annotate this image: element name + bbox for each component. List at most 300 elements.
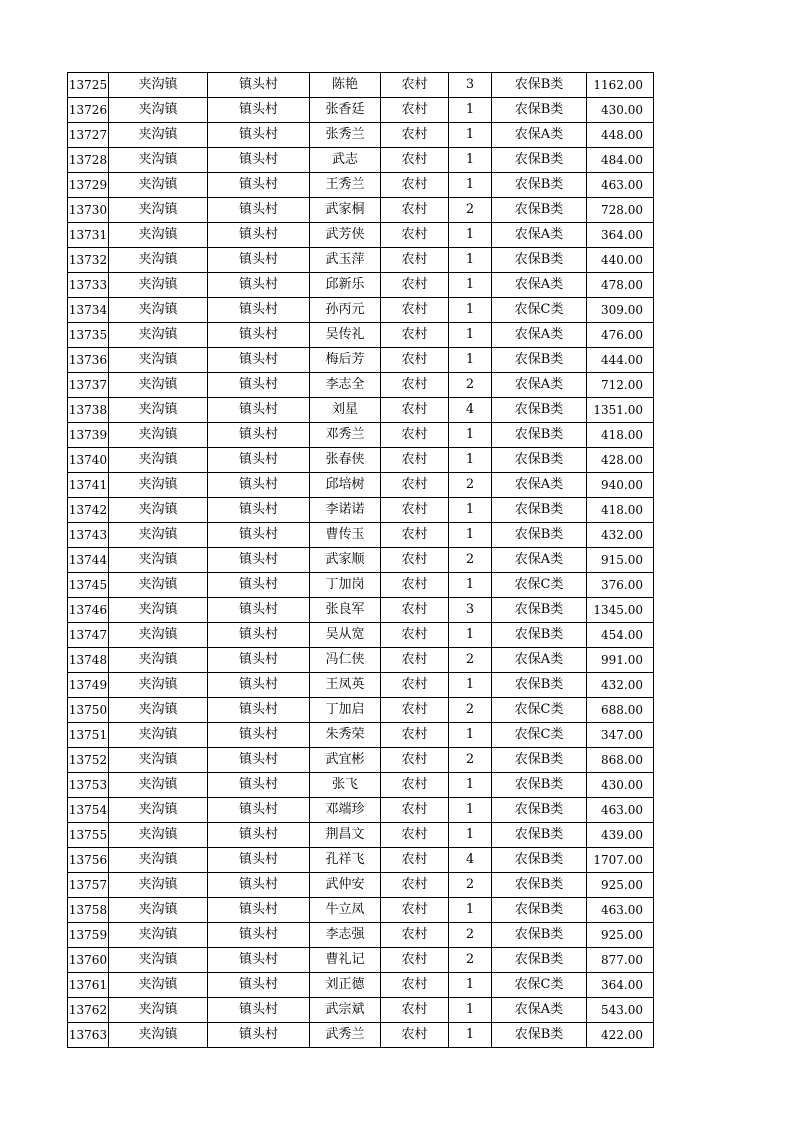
record-id: 13733: [68, 273, 109, 298]
type-cell: 农村: [381, 823, 449, 848]
table-row: [68, 998, 654, 1023]
village-cell: 镇头村: [208, 398, 310, 423]
amount-cell: 448.00: [587, 123, 654, 148]
category-cell: 农保B类: [492, 798, 587, 823]
count-cell: 2: [449, 748, 492, 773]
type-cell: 农村: [381, 498, 449, 523]
name-cell: 邱新乐: [310, 273, 381, 298]
town-cell: 夹沟镇: [109, 398, 208, 423]
table-row: [68, 323, 654, 348]
amount-cell: 712.00: [587, 373, 654, 398]
type-cell: 农村: [381, 623, 449, 648]
category-cell: 农保A类: [492, 548, 587, 573]
town-cell: 夹沟镇: [109, 598, 208, 623]
town-cell: 夹沟镇: [109, 198, 208, 223]
town-cell: 夹沟镇: [109, 848, 208, 873]
category-cell: 农保B类: [492, 423, 587, 448]
town-cell: 夹沟镇: [109, 73, 208, 98]
village-cell: 镇头村: [208, 273, 310, 298]
table-row: [68, 598, 654, 623]
count-cell: 1: [449, 298, 492, 323]
town-cell: 夹沟镇: [109, 948, 208, 973]
table-row: [68, 723, 654, 748]
type-cell: 农村: [381, 98, 449, 123]
village-cell: 镇头村: [208, 348, 310, 373]
town-cell: 夹沟镇: [109, 548, 208, 573]
count-cell: 1: [449, 773, 492, 798]
record-id: 13743: [68, 523, 109, 548]
name-cell: 邓端珍: [310, 798, 381, 823]
category-cell: 农保B类: [492, 923, 587, 948]
type-cell: 农村: [381, 1023, 449, 1048]
table-row: [68, 748, 654, 773]
count-cell: 1: [449, 148, 492, 173]
name-cell: 刘正德: [310, 973, 381, 998]
town-cell: 夹沟镇: [109, 923, 208, 948]
table-row: [68, 423, 654, 448]
record-id: 13740: [68, 448, 109, 473]
amount-cell: 543.00: [587, 998, 654, 1023]
town-cell: 夹沟镇: [109, 698, 208, 723]
name-cell: 张春侠: [310, 448, 381, 473]
category-cell: 农保B类: [492, 748, 587, 773]
type-cell: 农村: [381, 373, 449, 398]
type-cell: 农村: [381, 648, 449, 673]
count-cell: 2: [449, 198, 492, 223]
town-cell: 夹沟镇: [109, 873, 208, 898]
category-cell: 农保B类: [492, 348, 587, 373]
amount-cell: 430.00: [587, 773, 654, 798]
name-cell: 孙丙元: [310, 298, 381, 323]
record-id: 13748: [68, 648, 109, 673]
name-cell: 冯仁侠: [310, 648, 381, 673]
type-cell: 农村: [381, 798, 449, 823]
count-cell: 2: [449, 373, 492, 398]
name-cell: 梅后芳: [310, 348, 381, 373]
count-cell: 1: [449, 173, 492, 198]
record-id: 13756: [68, 848, 109, 873]
name-cell: 张香廷: [310, 98, 381, 123]
record-id: 13749: [68, 673, 109, 698]
table-row: [68, 923, 654, 948]
village-cell: 镇头村: [208, 473, 310, 498]
type-cell: 农村: [381, 923, 449, 948]
name-cell: 武志: [310, 148, 381, 173]
table-row: [68, 898, 654, 923]
town-cell: 夹沟镇: [109, 898, 208, 923]
category-cell: 农保B类: [492, 623, 587, 648]
category-cell: 农保B类: [492, 148, 587, 173]
village-cell: 镇头村: [208, 123, 310, 148]
type-cell: 农村: [381, 548, 449, 573]
type-cell: 农村: [381, 248, 449, 273]
name-cell: 曹传玉: [310, 523, 381, 548]
town-cell: 夹沟镇: [109, 798, 208, 823]
count-cell: 1: [449, 973, 492, 998]
table-row: [68, 573, 654, 598]
name-cell: 武玉萍: [310, 248, 381, 273]
record-id: 13751: [68, 723, 109, 748]
town-cell: 夹沟镇: [109, 673, 208, 698]
record-id: 13738: [68, 398, 109, 423]
table-row: [68, 448, 654, 473]
town-cell: 夹沟镇: [109, 773, 208, 798]
type-cell: 农村: [381, 73, 449, 98]
record-id: 13757: [68, 873, 109, 898]
amount-cell: 309.00: [587, 298, 654, 323]
name-cell: 丁加启: [310, 698, 381, 723]
record-id: 13736: [68, 348, 109, 373]
amount-cell: 1351.00: [587, 398, 654, 423]
name-cell: 陈艳: [310, 73, 381, 98]
village-cell: 镇头村: [208, 73, 310, 98]
amount-cell: 432.00: [587, 673, 654, 698]
count-cell: 1: [449, 498, 492, 523]
record-id: 13747: [68, 623, 109, 648]
town-cell: 夹沟镇: [109, 273, 208, 298]
category-cell: 农保B类: [492, 773, 587, 798]
type-cell: 农村: [381, 848, 449, 873]
amount-cell: 347.00: [587, 723, 654, 748]
table-row: [68, 973, 654, 998]
table-row: [68, 223, 654, 248]
village-cell: 镇头村: [208, 873, 310, 898]
count-cell: 4: [449, 398, 492, 423]
village-cell: 镇头村: [208, 973, 310, 998]
amount-cell: 478.00: [587, 273, 654, 298]
count-cell: 3: [449, 598, 492, 623]
amount-cell: 688.00: [587, 698, 654, 723]
table-row: [68, 623, 654, 648]
town-cell: 夹沟镇: [109, 298, 208, 323]
amount-cell: 439.00: [587, 823, 654, 848]
town-cell: 夹沟镇: [109, 648, 208, 673]
town-cell: 夹沟镇: [109, 373, 208, 398]
village-cell: 镇头村: [208, 998, 310, 1023]
type-cell: 农村: [381, 348, 449, 373]
category-cell: 农保B类: [492, 498, 587, 523]
category-cell: 农保A类: [492, 223, 587, 248]
type-cell: 农村: [381, 748, 449, 773]
village-cell: 镇头村: [208, 548, 310, 573]
category-cell: 农保B类: [492, 198, 587, 223]
table-row: [68, 173, 654, 198]
town-cell: 夹沟镇: [109, 148, 208, 173]
town-cell: 夹沟镇: [109, 448, 208, 473]
type-cell: 农村: [381, 298, 449, 323]
record-id: 13726: [68, 98, 109, 123]
amount-cell: 868.00: [587, 748, 654, 773]
name-cell: 丁加岗: [310, 573, 381, 598]
category-cell: 农保B类: [492, 898, 587, 923]
type-cell: 农村: [381, 723, 449, 748]
type-cell: 农村: [381, 673, 449, 698]
record-id: 13762: [68, 998, 109, 1023]
amount-cell: 364.00: [587, 973, 654, 998]
count-cell: 1: [449, 323, 492, 348]
village-cell: 镇头村: [208, 848, 310, 873]
category-cell: 农保C类: [492, 723, 587, 748]
table-row: [68, 148, 654, 173]
amount-cell: 1162.00: [587, 73, 654, 98]
type-cell: 农村: [381, 873, 449, 898]
category-cell: 农保B类: [492, 523, 587, 548]
village-cell: 镇头村: [208, 448, 310, 473]
name-cell: 邓秀兰: [310, 423, 381, 448]
type-cell: 农村: [381, 473, 449, 498]
table-row: [68, 498, 654, 523]
category-cell: 农保C类: [492, 973, 587, 998]
amount-cell: 418.00: [587, 498, 654, 523]
town-cell: 夹沟镇: [109, 1023, 208, 1048]
count-cell: 1: [449, 248, 492, 273]
type-cell: 农村: [381, 223, 449, 248]
village-cell: 镇头村: [208, 598, 310, 623]
record-id: 13759: [68, 923, 109, 948]
table-row: [68, 648, 654, 673]
name-cell: 孔祥飞: [310, 848, 381, 873]
count-cell: 3: [449, 73, 492, 98]
table-row: [68, 948, 654, 973]
type-cell: 农村: [381, 773, 449, 798]
town-cell: 夹沟镇: [109, 223, 208, 248]
record-id: 13732: [68, 248, 109, 273]
village-cell: 镇头村: [208, 498, 310, 523]
name-cell: 李志强: [310, 923, 381, 948]
record-id: 13761: [68, 973, 109, 998]
count-cell: 2: [449, 873, 492, 898]
name-cell: 李诺诺: [310, 498, 381, 523]
town-cell: 夹沟镇: [109, 123, 208, 148]
town-cell: 夹沟镇: [109, 248, 208, 273]
category-cell: 农保B类: [492, 248, 587, 273]
type-cell: 农村: [381, 523, 449, 548]
table-row: [68, 698, 654, 723]
amount-cell: 915.00: [587, 548, 654, 573]
type-cell: 农村: [381, 948, 449, 973]
table-row: [68, 373, 654, 398]
count-cell: 1: [449, 823, 492, 848]
town-cell: 夹沟镇: [109, 573, 208, 598]
village-cell: 镇头村: [208, 773, 310, 798]
count-cell: 2: [449, 948, 492, 973]
town-cell: 夹沟镇: [109, 723, 208, 748]
amount-cell: 925.00: [587, 873, 654, 898]
type-cell: 农村: [381, 973, 449, 998]
record-id: 13763: [68, 1023, 109, 1048]
record-id: 13755: [68, 823, 109, 848]
village-cell: 镇头村: [208, 223, 310, 248]
name-cell: 刘星: [310, 398, 381, 423]
type-cell: 农村: [381, 398, 449, 423]
amount-cell: 877.00: [587, 948, 654, 973]
village-cell: 镇头村: [208, 898, 310, 923]
name-cell: 王秀兰: [310, 173, 381, 198]
village-cell: 镇头村: [208, 923, 310, 948]
name-cell: 武家顺: [310, 548, 381, 573]
count-cell: 2: [449, 923, 492, 948]
name-cell: 张秀兰: [310, 123, 381, 148]
table-row: [68, 248, 654, 273]
amount-cell: 463.00: [587, 898, 654, 923]
table-row: [68, 548, 654, 573]
table-row: [68, 273, 654, 298]
town-cell: 夹沟镇: [109, 523, 208, 548]
amount-cell: 440.00: [587, 248, 654, 273]
amount-cell: 463.00: [587, 173, 654, 198]
amount-cell: 463.00: [587, 798, 654, 823]
category-cell: 农保B类: [492, 398, 587, 423]
name-cell: 邱培树: [310, 473, 381, 498]
record-id: 13735: [68, 323, 109, 348]
village-cell: 镇头村: [208, 198, 310, 223]
village-cell: 镇头村: [208, 373, 310, 398]
village-cell: 镇头村: [208, 523, 310, 548]
name-cell: 李志全: [310, 373, 381, 398]
name-cell: 牛立凤: [310, 898, 381, 923]
type-cell: 农村: [381, 598, 449, 623]
category-cell: 农保A类: [492, 648, 587, 673]
category-cell: 农保A类: [492, 273, 587, 298]
record-id: 13731: [68, 223, 109, 248]
record-id: 13741: [68, 473, 109, 498]
count-cell: 1: [449, 1023, 492, 1048]
town-cell: 夹沟镇: [109, 173, 208, 198]
town-cell: 夹沟镇: [109, 998, 208, 1023]
record-id: 13725: [68, 73, 109, 98]
name-cell: 张良军: [310, 598, 381, 623]
name-cell: 武宗斌: [310, 998, 381, 1023]
amount-cell: 484.00: [587, 148, 654, 173]
record-id: 13730: [68, 198, 109, 223]
record-id: 13753: [68, 773, 109, 798]
count-cell: 1: [449, 348, 492, 373]
village-cell: 镇头村: [208, 98, 310, 123]
record-id: 13739: [68, 423, 109, 448]
record-id: 13750: [68, 698, 109, 723]
count-cell: 4: [449, 848, 492, 873]
type-cell: 农村: [381, 123, 449, 148]
record-id: 13734: [68, 298, 109, 323]
count-cell: 2: [449, 548, 492, 573]
count-cell: 1: [449, 423, 492, 448]
town-cell: 夹沟镇: [109, 98, 208, 123]
table-row: [68, 198, 654, 223]
category-cell: 农保C类: [492, 573, 587, 598]
type-cell: 农村: [381, 448, 449, 473]
table-row: [68, 123, 654, 148]
table-row: [68, 398, 654, 423]
amount-cell: 454.00: [587, 623, 654, 648]
table-row: [68, 673, 654, 698]
type-cell: 农村: [381, 323, 449, 348]
count-cell: 1: [449, 273, 492, 298]
village-cell: 镇头村: [208, 573, 310, 598]
town-cell: 夹沟镇: [109, 623, 208, 648]
record-id: 13745: [68, 573, 109, 598]
town-cell: 夹沟镇: [109, 498, 208, 523]
table-row: [68, 298, 654, 323]
town-cell: 夹沟镇: [109, 973, 208, 998]
village-cell: 镇头村: [208, 423, 310, 448]
name-cell: 武家桐: [310, 198, 381, 223]
type-cell: 农村: [381, 998, 449, 1023]
village-cell: 镇头村: [208, 173, 310, 198]
count-cell: 1: [449, 573, 492, 598]
record-id: 13754: [68, 798, 109, 823]
name-cell: 朱秀荣: [310, 723, 381, 748]
count-cell: 1: [449, 623, 492, 648]
name-cell: 曹礼记: [310, 948, 381, 973]
village-cell: 镇头村: [208, 673, 310, 698]
category-cell: 农保B类: [492, 823, 587, 848]
amount-cell: 430.00: [587, 98, 654, 123]
table-row: [68, 348, 654, 373]
table-row: [68, 773, 654, 798]
record-id: 13744: [68, 548, 109, 573]
name-cell: 吴传礼: [310, 323, 381, 348]
category-cell: 农保A类: [492, 373, 587, 398]
village-cell: 镇头村: [208, 648, 310, 673]
record-id: 13742: [68, 498, 109, 523]
type-cell: 农村: [381, 423, 449, 448]
table-row: [68, 823, 654, 848]
amount-cell: 428.00: [587, 448, 654, 473]
town-cell: 夹沟镇: [109, 423, 208, 448]
village-cell: 镇头村: [208, 248, 310, 273]
type-cell: 农村: [381, 698, 449, 723]
village-cell: 镇头村: [208, 723, 310, 748]
count-cell: 1: [449, 448, 492, 473]
name-cell: 武宜彬: [310, 748, 381, 773]
town-cell: 夹沟镇: [109, 823, 208, 848]
amount-cell: 1707.00: [587, 848, 654, 873]
village-cell: 镇头村: [208, 748, 310, 773]
category-cell: 农保B类: [492, 873, 587, 898]
record-id: 13746: [68, 598, 109, 623]
type-cell: 农村: [381, 898, 449, 923]
category-cell: 农保A类: [492, 323, 587, 348]
amount-cell: 940.00: [587, 473, 654, 498]
table-row: [68, 73, 654, 98]
record-id: 13727: [68, 123, 109, 148]
count-cell: 1: [449, 523, 492, 548]
category-cell: 农保B类: [492, 1023, 587, 1048]
name-cell: 武芳侠: [310, 223, 381, 248]
table-row: [68, 848, 654, 873]
data-table: [67, 72, 654, 1048]
category-cell: 农保B类: [492, 448, 587, 473]
village-cell: 镇头村: [208, 1023, 310, 1048]
name-cell: 王凤英: [310, 673, 381, 698]
type-cell: 农村: [381, 573, 449, 598]
count-cell: 2: [449, 698, 492, 723]
amount-cell: 422.00: [587, 1023, 654, 1048]
category-cell: 农保B类: [492, 673, 587, 698]
category-cell: 农保A类: [492, 473, 587, 498]
village-cell: 镇头村: [208, 148, 310, 173]
category-cell: 农保B类: [492, 73, 587, 98]
village-cell: 镇头村: [208, 323, 310, 348]
name-cell: 吴从宽: [310, 623, 381, 648]
type-cell: 农村: [381, 148, 449, 173]
amount-cell: 364.00: [587, 223, 654, 248]
record-id: 13737: [68, 373, 109, 398]
category-cell: 农保C类: [492, 298, 587, 323]
record-id: 13728: [68, 148, 109, 173]
count-cell: 1: [449, 798, 492, 823]
category-cell: 农保B类: [492, 98, 587, 123]
